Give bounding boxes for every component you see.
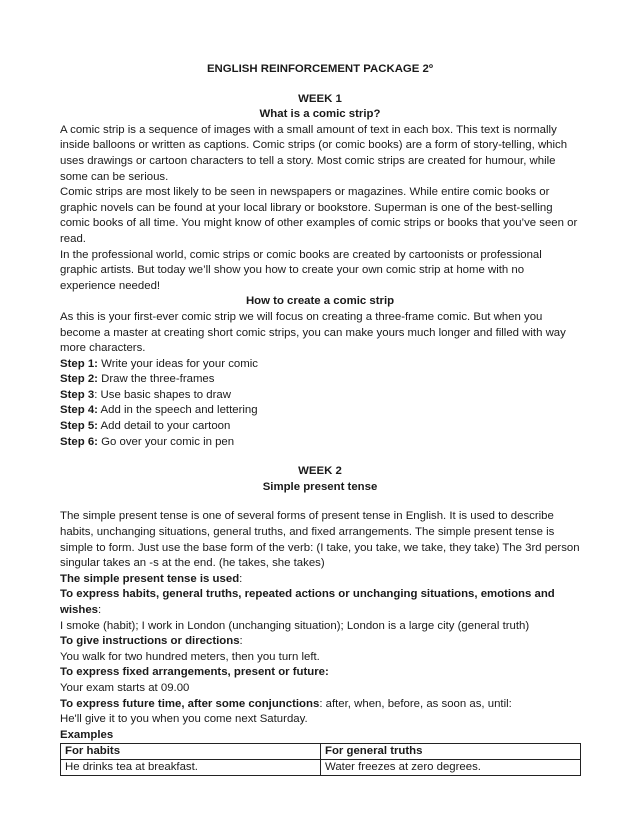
used-heading: The simple present tense is used [60, 572, 240, 585]
use-example: Your exam starts at 09.00 [60, 681, 190, 694]
step-label: Step 1: [60, 357, 98, 370]
paragraph: In the professional world, comic strips or comic books are created by cartoonists or professional graphic artists. But today we’ll show you how to create your own comic strip at home with no experience needed! [60, 248, 542, 292]
use-example: I smoke (habit); I work in London (unchanging situation); London is a large city (general truth) [60, 619, 530, 632]
table-header-cell: For general truths [321, 744, 581, 760]
step-text: Add detail to your cartoon [100, 420, 231, 433]
used-heading-line [60, 572, 580, 588]
examples-label: Examples [60, 728, 114, 741]
table-header-row [61, 744, 581, 760]
table-cell: He drinks tea at breakfast. [61, 760, 321, 776]
use-heading-line [60, 697, 580, 713]
paragraph: A comic strip is a sequence of images with a small amount of text in each box. This text is normally inside balloons or written as captions. Comic strips (or comic books) are a form of story-telling, which uses drawings or cartoon characters to tell a story. Most comic strips are created for humour, while some can be serious. [60, 123, 568, 183]
spacer [60, 450, 580, 464]
table-cell: Water freezes at zero degrees. [321, 760, 581, 776]
step-label: Step 3 [60, 388, 95, 401]
week2-label: WEEK 2 [298, 465, 342, 478]
step-line [60, 419, 580, 435]
step-text: Go over your comic in pen [101, 435, 235, 448]
use-example: You walk for two hundred meters, then you turn left. [60, 650, 320, 663]
use-heading-line [60, 587, 580, 618]
step-line [60, 388, 580, 404]
use-heading: To express fixed arrangements, present or future: [60, 666, 329, 679]
table-row [61, 760, 581, 776]
use-example: He'll give it to you when you come next Saturday. [60, 713, 308, 726]
step-label: Step 4: [60, 404, 98, 417]
use-heading-suffix: : after, when, before, as soon as, until: [319, 697, 512, 710]
use-heading-suffix: : [239, 635, 243, 648]
week2-intro: The simple present tense is one of several forms of present tense in English. It is used to describe habits, unchanging situations, general truths, and fixed arrangements. The simple present tense is simple to form. Just use the base form of the verb: (I take, you take, we take, they take) The 3rd person singular takes an -s at the end. (he takes, she takes) [60, 510, 580, 570]
used-suffix: : [239, 572, 243, 585]
step-text: Draw the three-frames [101, 373, 215, 386]
howto-title: How to create a comic strip [245, 295, 395, 308]
step-label: Step 5: [60, 420, 98, 433]
use-heading-line [60, 665, 580, 681]
step-line [60, 435, 580, 451]
use-heading-suffix: : [98, 604, 102, 616]
package-title: ENGLISH REINFORCEMENT PACKAGE 2º [206, 63, 434, 75]
step-text: Write your ideas for your comic [101, 357, 258, 370]
use-heading-line [60, 634, 580, 650]
use-heading: To express habits, general truths, repeated actions or unchanging situations, emotions and wishes [60, 588, 555, 616]
step-label: Step 6: [60, 435, 98, 448]
table-header-cell: For habits [61, 744, 321, 760]
step-text: : Use basic shapes to draw [94, 388, 231, 401]
examples-table [60, 743, 581, 776]
week1-label: WEEK 1 [298, 92, 342, 105]
spacer [60, 495, 580, 509]
paragraph: Comic strips are most likely to be seen in newspapers or magazines. While entire comic books or graphic novels can be found at your local library or bookstore. Superman is one of the best-selling comic books of all time. You might know of other examples of comic strips or books that you’ve seen or read. [60, 186, 578, 245]
use-heading: To express future time, after some conjunctions [60, 697, 320, 710]
step-line [60, 403, 580, 419]
use-heading: To give instructions or directions [60, 635, 240, 648]
step-line [60, 372, 580, 388]
step-text: Add in the speech and lettering [100, 404, 258, 417]
week1-title: What is a comic strip? [259, 108, 381, 121]
howto-intro: As this is your first-ever comic strip we will focus on creating a three-frame comic. But when you become a master at creating short comic strips, you can make yours much longer and filled with way more characters. [60, 310, 566, 355]
step-label: Step 2: [60, 373, 98, 386]
step-line [60, 357, 580, 373]
week2-title: Simple present tense [262, 480, 378, 493]
